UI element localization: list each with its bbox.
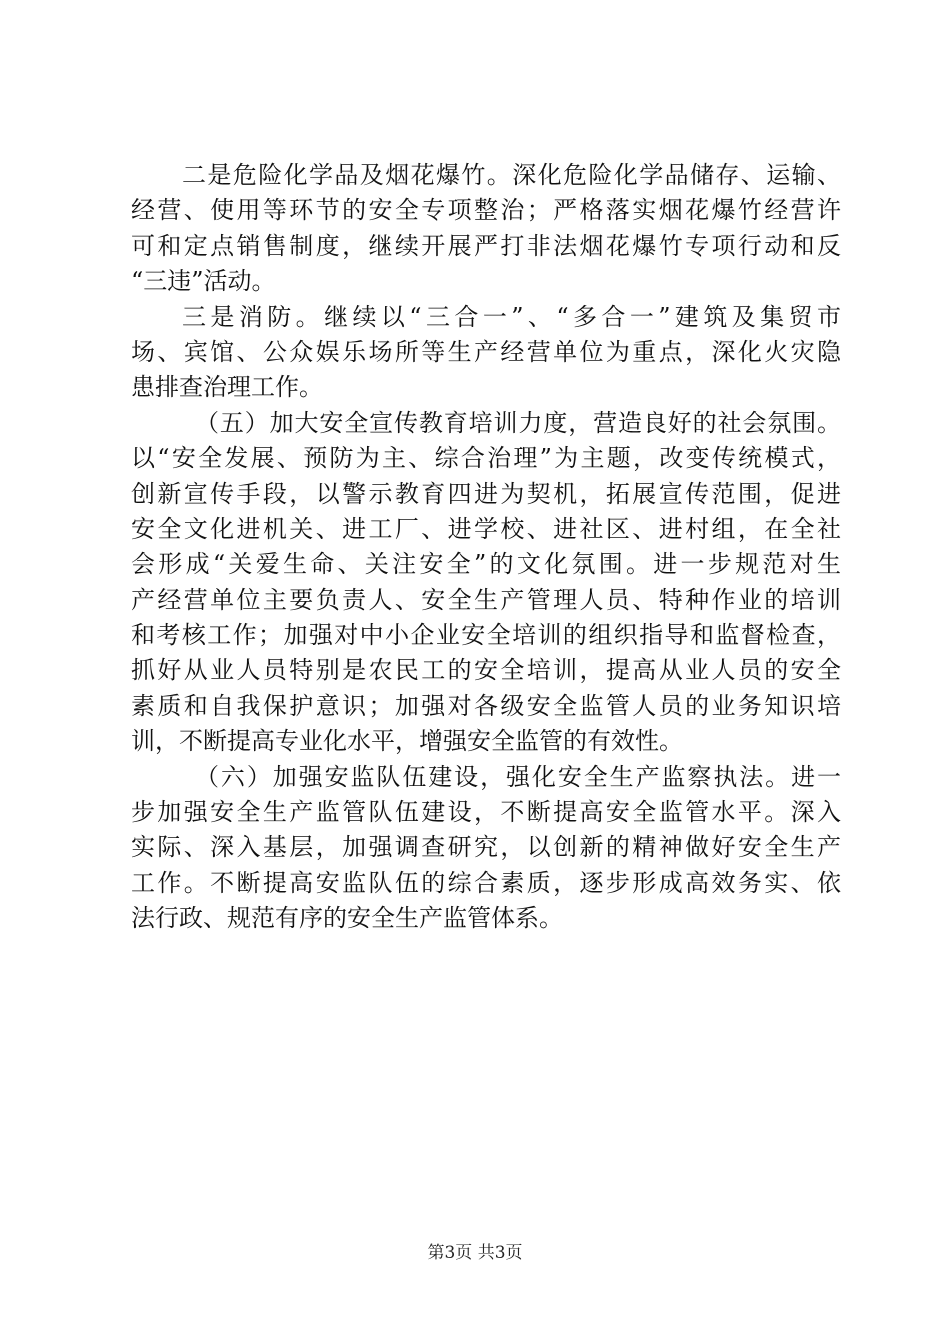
paragraph-line: 法行政、规范有序的安全生产监管体系。 xyxy=(131,904,563,933)
paragraph-line: 二是危险化学品及烟花爆竹。深化危险化学品储存、运输、 xyxy=(182,161,841,189)
paragraph-line: 抓好从业人员特别是农民工的安全培训，提高从业人员的安全 xyxy=(131,656,841,685)
paragraph-line: 以“安全发展、预防为主、综合治理”为主题，改变传统模式， xyxy=(131,444,841,473)
document-body xyxy=(131,158,841,937)
paragraph-line: 安全文化进机关、进工厂、进学校、进社区、进村组，在全社 xyxy=(131,514,841,543)
paragraph-line: 会形成“关爱生命、关注安全”的文化氛围。进一步规范对生 xyxy=(131,550,841,579)
paragraph-line: 经营、使用等环节的安全专项整治；严格落实烟花爆竹经营许 xyxy=(131,196,841,225)
section-heading-line: （六）加强安监队伍建设，强化安全生产监察执法。进一 xyxy=(195,762,841,791)
section-heading-line: （五）加大安全宣传教育培训力度，营造良好的社会氛围。 xyxy=(195,408,841,437)
paragraph-line: 场、宾馆、公众娱乐场所等生产经营单位为重点，深化火灾隐 xyxy=(131,337,841,366)
paragraph-line: 可和定点销售制度，继续开展严打非法烟花爆竹专项行动和反 xyxy=(131,231,841,260)
paragraph-line: 产经营单位主要负责人、安全生产管理人员、特种作业的培训 xyxy=(131,585,841,614)
paragraph-line: 创新宣传手段，以警示教育四进为契机，拓展宣传范围，促进 xyxy=(131,479,841,508)
paragraph-line: 实际、深入基层，加强调查研究，以创新的精神做好安全生产 xyxy=(131,833,841,862)
paragraph-line: 三是消防。继续以“三合一”、“多合一”建筑及集贸市 xyxy=(182,302,841,331)
page-number-footer: 第3页 共3页 xyxy=(427,1243,523,1263)
paragraph-line: “三违”活动。 xyxy=(131,267,276,296)
paragraph-line: 患排查治理工作。 xyxy=(131,373,323,402)
paragraph-line: 训，不断提高专业化水平，增强安全监管的有效性。 xyxy=(131,727,683,756)
paragraph-line: 和考核工作；加强对中小企业安全培训的组织指导和监督检查， xyxy=(131,621,841,650)
paragraph-line: 步加强安全生产监管队伍建设，不断提高安全监管水平。深入 xyxy=(131,798,841,827)
paragraph-line: 素质和自我保护意识；加强对各级安全监管人员的业务知识培 xyxy=(131,691,841,720)
paragraph-line: 工作。不断提高安监队伍的综合素质，逐步形成高效务实、依 xyxy=(131,868,841,897)
